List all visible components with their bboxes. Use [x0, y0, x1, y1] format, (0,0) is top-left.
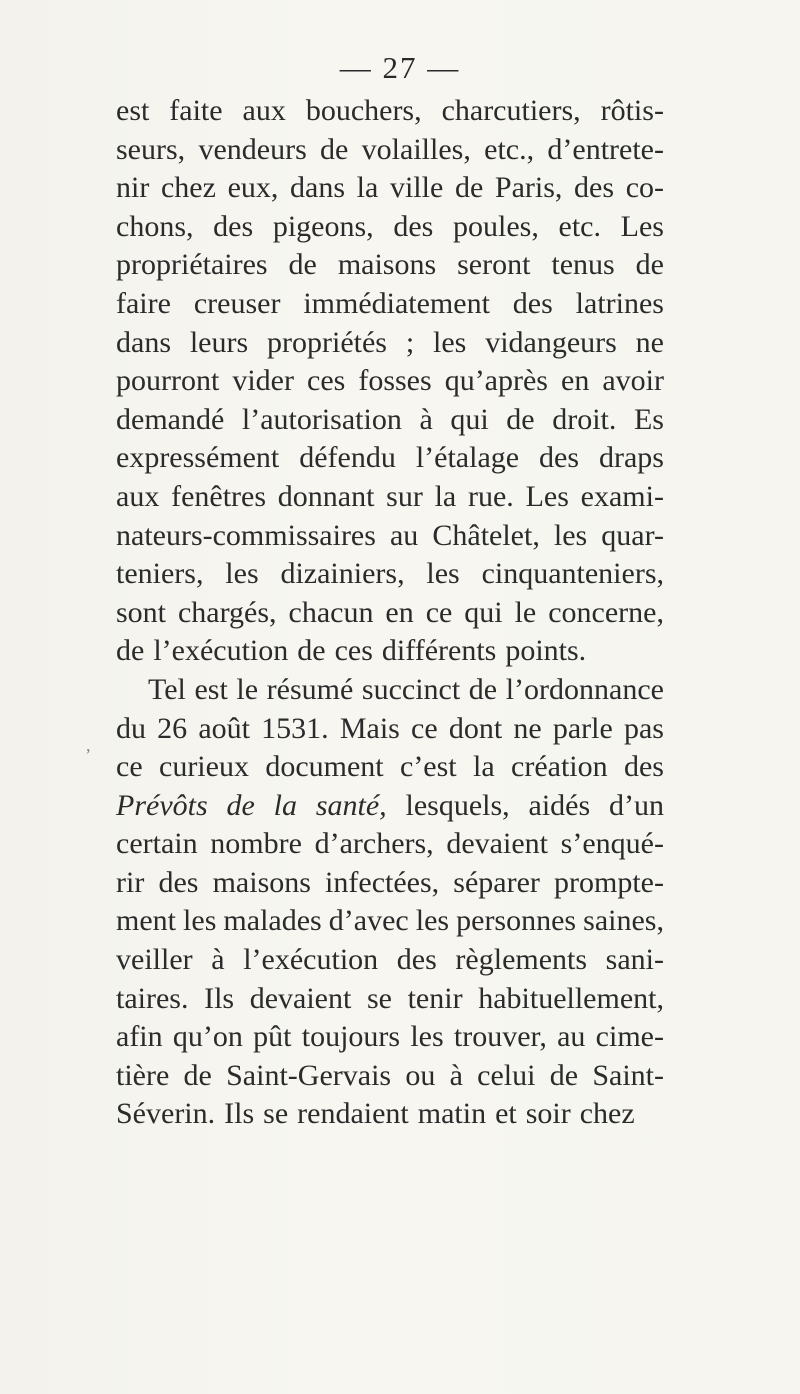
text-line: rir des maisons infectées, séparer prompte- [116, 865, 664, 899]
text-line: propriétaires de maisons seront tenus de [116, 248, 664, 282]
text-line: dans leurs propriétés ; les vidangeurs ne [116, 325, 664, 359]
body-text [116, 92, 664, 1134]
text-line: pourront vider ces fosses qu’après en avoir [116, 364, 664, 398]
page-number: — 27 — [339, 50, 461, 85]
text-line: afin qu’on pût toujours les trouver, au cime- [116, 1020, 664, 1054]
text-line: Tel est le résumé succinct de l’ordonnance [148, 672, 664, 706]
text-line: ment les malades d’avec les personnes saines, [116, 904, 664, 938]
text-line: demandé l’autorisation à qui de droit. Es [116, 402, 664, 436]
text-line: aux fenêtres donnant sur la rue. Les exami- [116, 479, 664, 513]
text-line: sont chargés, chacun en ce qui le concerne, [116, 595, 664, 629]
text-line: veiller à l’exécution des règlements sani- [116, 943, 664, 977]
text-line: est faite aux bouchers, charcutiers, rôtis- [116, 94, 664, 127]
text-line: certain nombre d’archers, devaient s’enqué- [116, 827, 664, 861]
margin-mark: , [86, 735, 91, 755]
text-line: Séverin. Ils se rendaient matin et soir chez [116, 1097, 635, 1131]
text-line: seurs, vendeurs de volailles, etc., d’entrete- [116, 132, 664, 166]
text-line: Prévôts de la santé, lesquels, aidés d’un [116, 788, 664, 822]
text-line: nateurs-commissaires au Châtelet, les quar- [116, 518, 664, 552]
text-line: nir chez eux, dans la ville de Paris, des co- [116, 171, 664, 205]
text-line: tière de Saint-Gervais ou à celui de Saint- [116, 1058, 664, 1092]
text-line: faire creuser immédiatement des latrines [116, 286, 664, 320]
text-line: teniers, les dizainiers, les cinquanteniers, [116, 557, 664, 591]
text-line: taires. Ils devaient se tenir habituellement, [116, 981, 664, 1015]
text-line: du 26 août 1531. Mais ce dont ne parle pas [116, 711, 664, 745]
text-line: de l’exécution de ces différents points. [116, 634, 587, 668]
text-line: chons, des pigeons, des poules, etc. Les [116, 209, 664, 243]
text-line: ce curieux document c’est la création des [116, 750, 664, 784]
text-line: expressément défendu l’étalage des draps [116, 441, 664, 475]
